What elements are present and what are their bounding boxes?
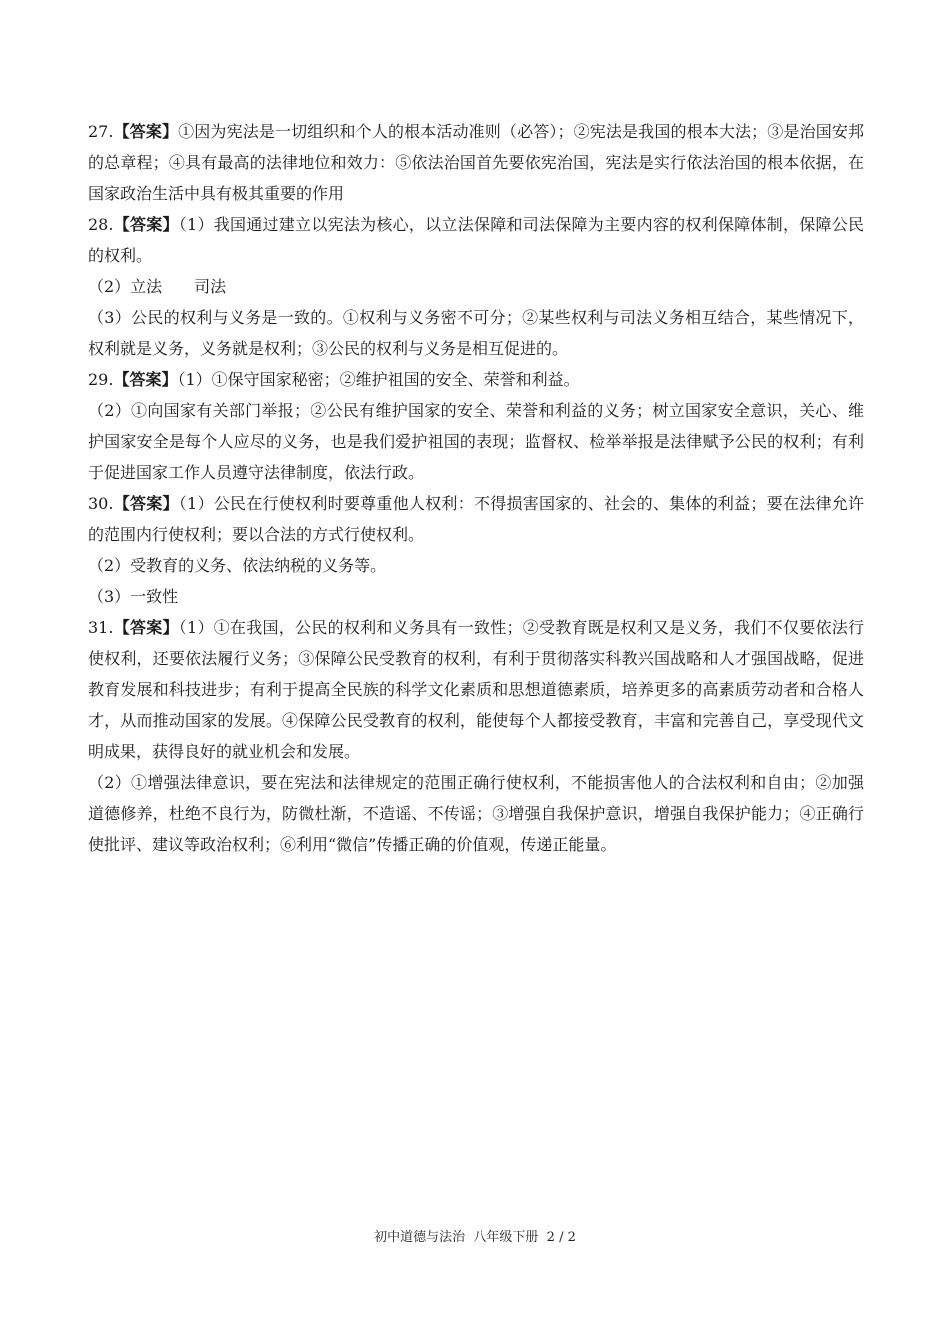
- page-footer: 初中道德与法治 八年级下册 2 / 2: [374, 1230, 576, 1245]
- answer-30: [88, 488, 864, 550]
- answer-28-part-3: （3）公民的权利与义务是一致的。①权利与义务密不可分；②某些权利与司法义务相互结合，某些情况下，权利就是义务，义务就是权利；③公民的权利与义务是相互促进的。: [88, 308, 864, 358]
- answer-tag: 【答案】: [113, 618, 179, 637]
- answer-tag: 【答案】: [113, 215, 179, 234]
- answer-content: [88, 116, 864, 860]
- question-number: 30.: [88, 494, 114, 513]
- answer-27: [88, 116, 864, 209]
- answer-text: ①因为宪法是一切组织和个人的根本活动准则（必答）；②宪法是我国的根本大法；③是治国安邦的总章程；④具有最高的法律地位和效力：⑤依法治国首先要依宪治国，宪法是实行依法治国的根本依据，在国家政治生活中具有极其重要的作用: [88, 122, 864, 203]
- question-number: 29.: [88, 370, 114, 389]
- question-number: 28.: [88, 215, 114, 234]
- question-number: 27.: [88, 122, 114, 141]
- answer-text: （1）公民在行使权利时要尊重他人权利：不得损害国家的、社会的、集体的利益；要在法律允许的范围内行使权利；要以合法的方式行使权利。: [88, 494, 864, 544]
- answer-tag: 【答案】: [113, 122, 179, 141]
- answer-28: [88, 209, 864, 271]
- answer-31-part-2: （2）①增强法律意识，要在宪法和法律规定的范围正确行使权利，不能损害他人的合法权利和自由；②加强道德修养，杜绝不良行为，防微杜渐，不造谣、不传谣；③增强自我保护意识，增强自我保护能力；④正确行使批评、建议等政治权利；⑥利用“微信”传播正确的价值观，传递正能量。: [88, 773, 864, 854]
- answer-29: [88, 364, 864, 395]
- answer-31: [88, 612, 864, 767]
- question-number: 31.: [88, 618, 114, 637]
- answer-30-part-3: （3）一致性: [88, 587, 179, 606]
- answer-28-part-2: （2）立法 司法: [88, 277, 227, 296]
- answer-30-part-2: （2）受教育的义务、依法纳税的义务等。: [88, 556, 387, 575]
- answer-text: （1）①保守国家秘密；②维护祖国的安全、荣誉和利益。: [177, 370, 580, 389]
- answer-tag: 【答案】: [113, 370, 178, 389]
- answer-text: （1）我国通过建立以宪法为核心，以立法保障和司法保障为主要内容的权利保障体制，保障公民的权利。: [88, 215, 864, 265]
- answer-29-part-2: （2）①向国家有关部门举报；②公民有维护国家的安全、荣誉和利益的义务；树立国家安全意识，关心、维护国家安全是每个人应尽的义务，也是我们爱护祖国的表现；监督权、检举举报是法律赋予公民的权利；有利于促进国家工作人员遵守法律制度，依法行政。: [88, 401, 864, 482]
- answer-tag: 【答案】: [113, 494, 179, 513]
- answer-text: （1）①在我国，公民的权利和义务具有一致性；②受教育既是权利又是义务，我们不仅要依法行使权利，还要依法履行义务；③保障公民受教育的权利，有利于贯彻落实科教兴国战略和人才强国战略，促进教育发展和科技进步；有利于提高全民族的科学文化素质和思想道德素质，培养更多的高素质劳动者和合格人才，从而推动国家的发展。④保障公民受教育的权利，能使每个人都接受教育，丰富和完善自己，享受现代文明成果，获得良好的就业机会和发展。: [88, 618, 864, 761]
